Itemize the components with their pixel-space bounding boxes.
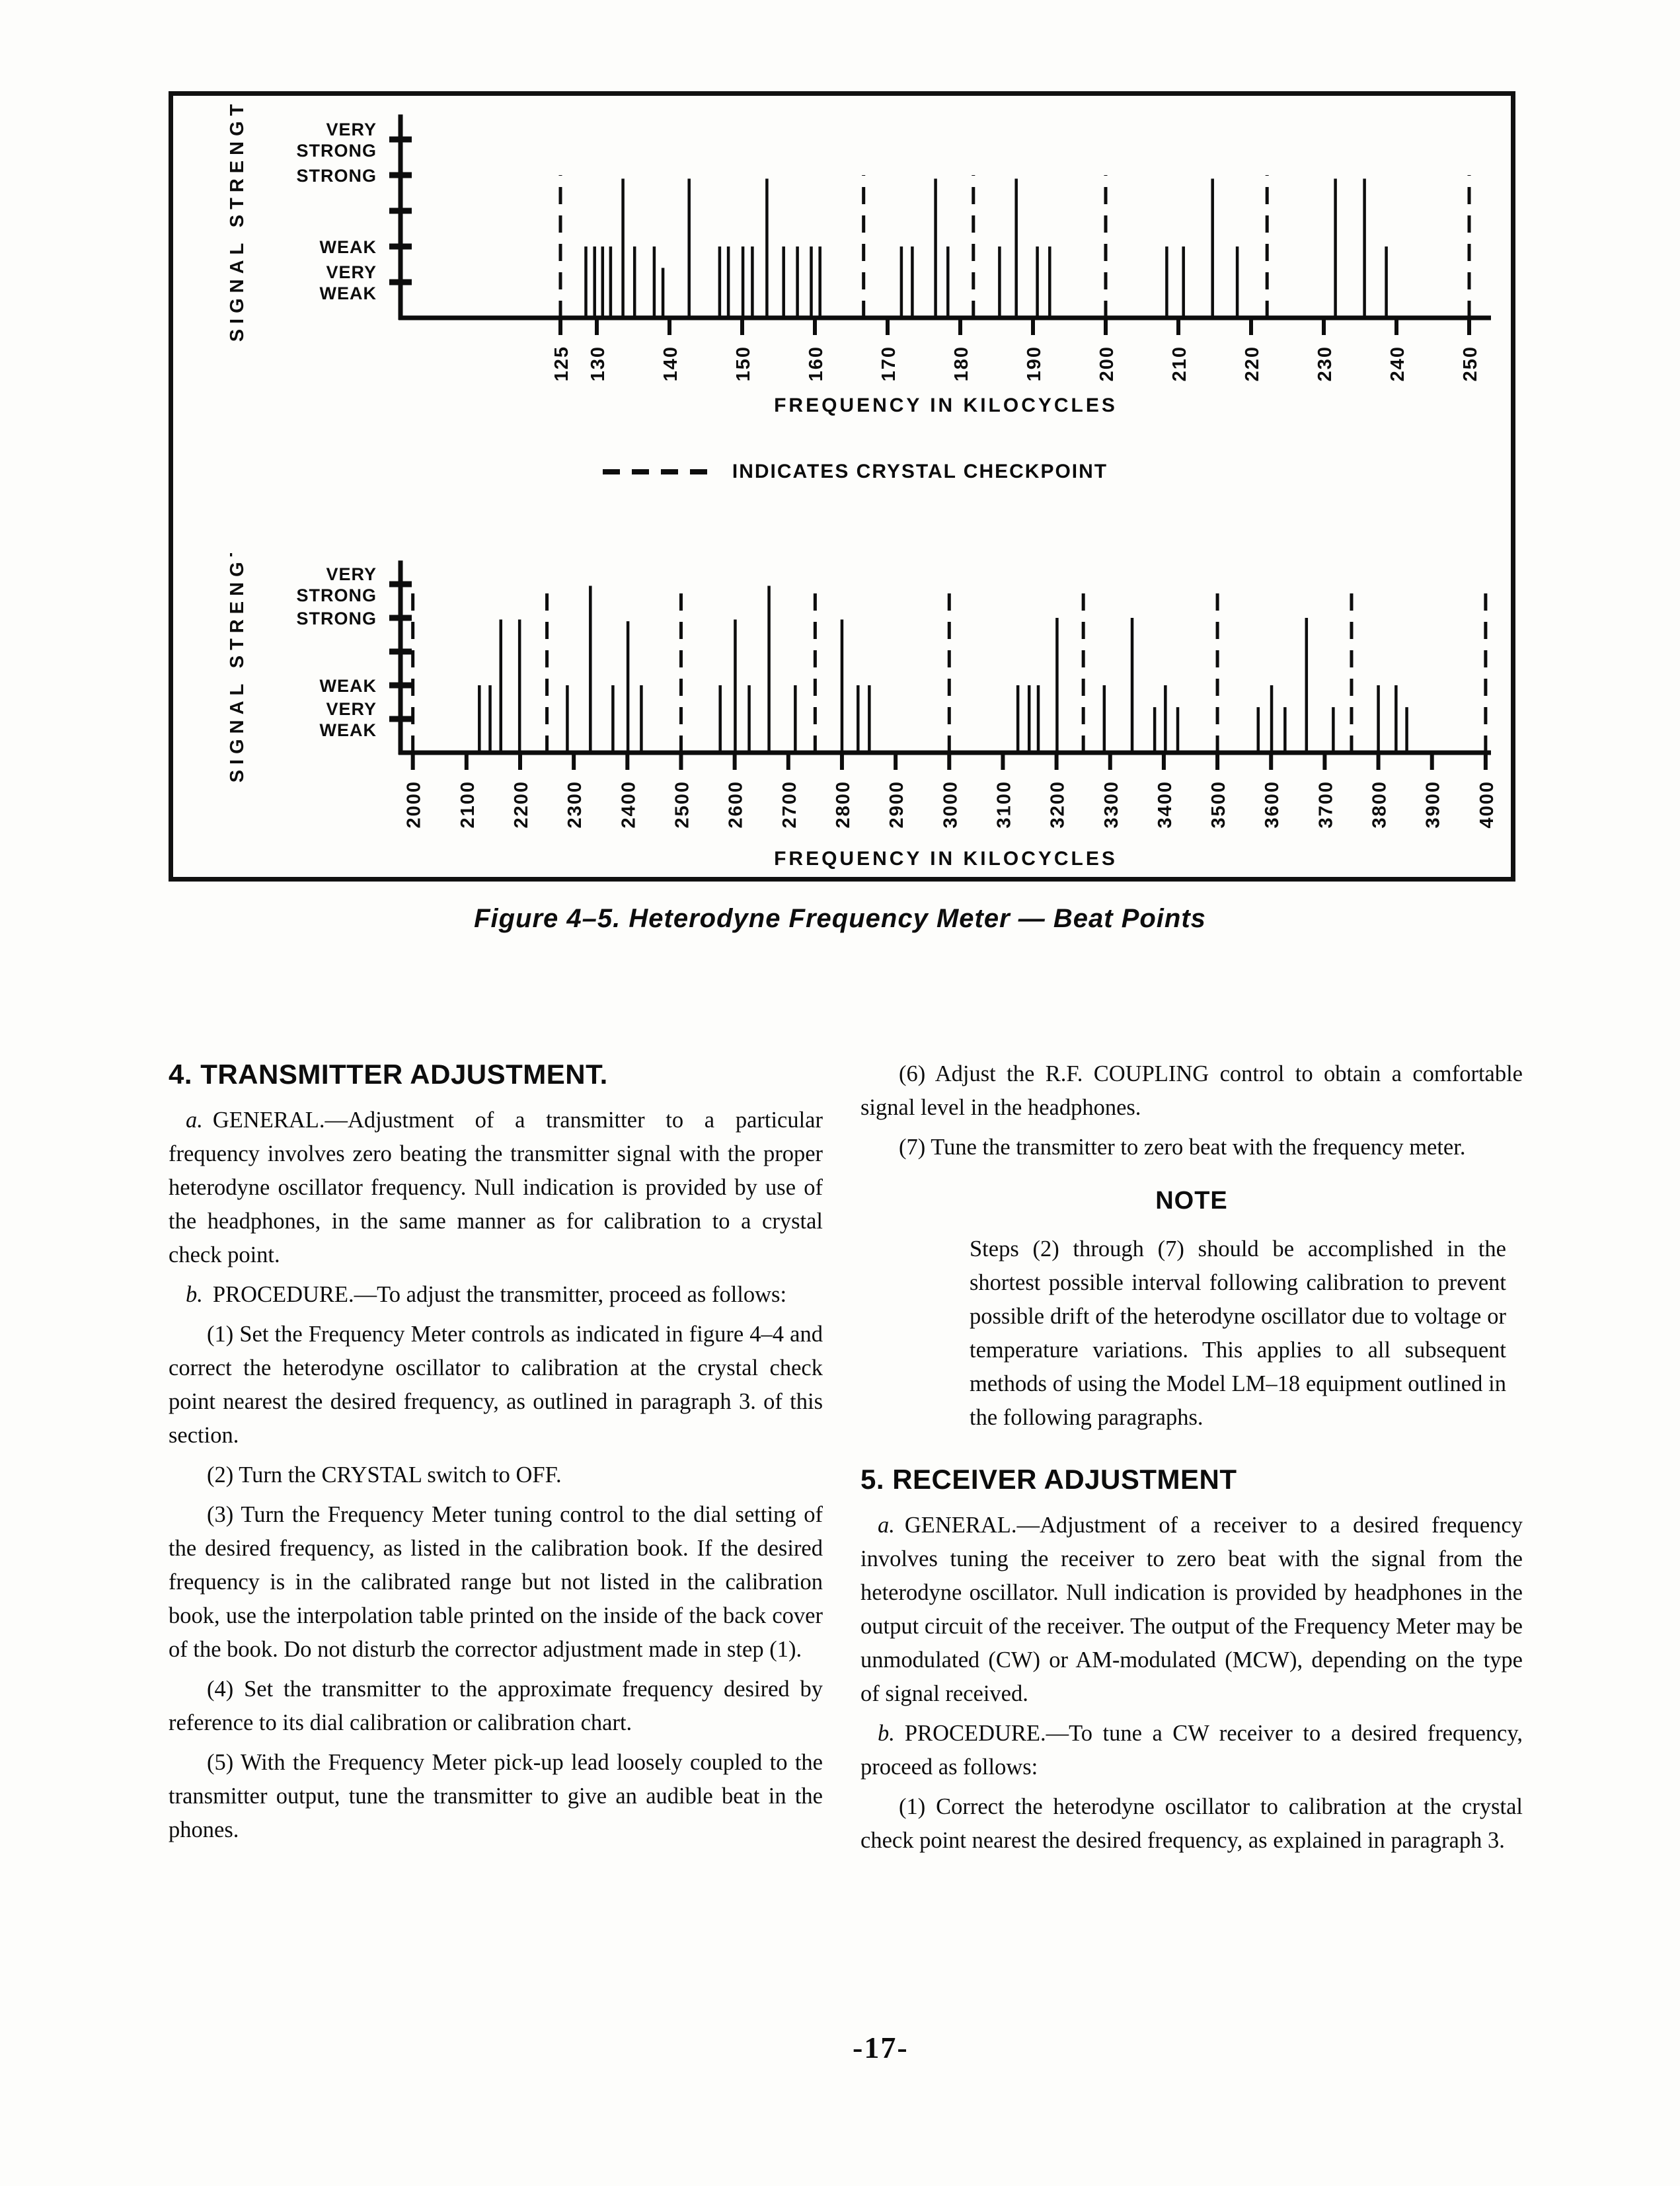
step-1: (1) Set the Frequency Meter controls as indicated in figure 4–4 and correct the heterodyne oscillator to calibration at the crystal check point nearest the desired frequency, as outlined in paragraph 3. of this section. [169,1322,823,1448]
svg-text:2100: 2100 [457,780,478,829]
paragraph-lead: a. [186,1108,203,1133]
svg-text:FREQUENCY IN KILOCYCLES: FREQUENCY IN KILOCYCLES [774,848,1118,870]
step-5: (5) With the Frequency Meter pick-up lead loosely coupled to the transmitter output, tune the transmitter to give an audible beat in the phones. [169,1750,823,1842]
svg-text:3400: 3400 [1154,780,1176,829]
beat-points-chart-125-250kc [176,100,1511,430]
svg-text:2900: 2900 [886,780,908,829]
paragraph-general [860,1509,1523,1711]
svg-text:220: 220 [1242,346,1263,382]
section-heading-receiver-adjustment: 5. RECEIVER ADJUSTMENT [860,1464,1237,1495]
svg-text:VERY: VERY [326,262,377,282]
svg-text:210: 210 [1169,346,1190,382]
page-number: -17- [853,2031,909,2064]
beat-points-chart-2000-4000kc [176,553,1511,877]
svg-text:2600: 2600 [725,780,747,829]
svg-text:2700: 2700 [779,780,800,829]
svg-text:3500: 3500 [1208,780,1230,829]
svg-text:VERY: VERY [326,120,377,139]
step-1-receiver: (1) Correct the heterodyne oscillator to calibration at the crystal check point nearest the desired frequency, as explained in paragraph 3. [860,1794,1523,1853]
svg-text:230: 230 [1315,346,1336,382]
svg-text:3100: 3100 [993,780,1015,829]
svg-text:STRONG: STRONG [296,166,377,186]
svg-text:2400: 2400 [618,780,640,829]
svg-text:130: 130 [588,346,609,382]
svg-text:FREQUENCY IN KILOCYCLES: FREQUENCY IN KILOCYCLES [774,395,1118,416]
svg-text:STRONG: STRONG [296,585,377,605]
svg-text:SIGNAL STRENGTH: SIGNAL STRENGTH [227,100,248,342]
step-2: (2) Turn the CRYSTAL switch to OFF. [207,1462,562,1488]
svg-text:2000: 2000 [403,780,425,829]
svg-text:3200: 3200 [1047,780,1069,829]
svg-text:SIGNAL STRENGTH: SIGNAL STRENGTH [227,553,248,783]
svg-text:3000: 3000 [940,780,962,829]
svg-text:3700: 3700 [1315,780,1337,829]
svg-text:STRONG: STRONG [296,609,377,628]
svg-text:STRONG: STRONG [296,141,377,161]
svg-text:2800: 2800 [832,780,854,829]
section-heading-transmitter-adjustment: 4. TRANSMITTER ADJUSTMENT. [169,1059,608,1090]
paragraph-lead: b. [878,1721,895,1746]
right-column [860,1057,1523,1864]
paragraph-lead: b. [186,1282,203,1307]
svg-text:180: 180 [951,346,972,382]
paragraph-text: GENERAL.—Adjustment of a transmitter to a particular frequency involves zero beating the transmitter signal with the proper heterodyne oscillator frequency. Null indication is provided by use of the headphones, in the same manner as for calibration to a crystal check point. [169,1108,823,1267]
svg-text:250: 250 [1460,346,1481,382]
svg-text:170: 170 [878,346,899,382]
svg-text:VERY: VERY [326,699,377,719]
figure-4-5-box [169,91,1515,882]
svg-text:2500: 2500 [671,780,693,829]
svg-text:WEAK: WEAK [319,283,377,303]
paragraph-procedure [860,1717,1523,1784]
step-7: (7) Tune the transmitter to zero beat with the frequency meter. [899,1135,1466,1160]
step-6: (6) Adjust the R.F. COUPLING control to obtain a comfortable signal level in the headphones. [860,1061,1523,1120]
paragraph-procedure [169,1278,823,1312]
paragraph-text: PROCEDURE.—To adjust the transmitter, proceed as follows: [212,1282,787,1307]
paragraph-text: GENERAL.—Adjustment of a receiver to a desired frequency involves tuning the receiver to zero beat with the signal from the heterodyne oscillator. Null indication is provided by headphones in the output circuit of the receiver. The output of the Frequency Meter may be unmodulated (CW) or AM-modulated (MCW), depending on the type of signal received. [860,1513,1523,1706]
svg-text:3900: 3900 [1422,780,1444,829]
paragraph-lead: a. [878,1513,895,1538]
svg-text:3300: 3300 [1100,780,1122,829]
svg-text:2300: 2300 [564,780,586,829]
svg-text:125: 125 [551,346,572,382]
svg-text:140: 140 [660,346,681,382]
crystal-checkpoint-legend [186,461,1524,483]
svg-text:WEAK: WEAK [319,720,377,740]
stem-chart-svg [176,553,1511,877]
svg-text:3800: 3800 [1369,780,1391,829]
stem-chart-svg [176,100,1511,430]
svg-text:WEAK: WEAK [319,237,377,257]
svg-text:150: 150 [733,346,754,382]
svg-text:WEAK: WEAK [319,676,377,696]
note-heading: NOTE [1155,1187,1228,1215]
left-column [169,1057,823,1853]
step-4: (4) Set the transmitter to the approximate frequency desired by reference to its dial calibration or calibration chart. [169,1677,823,1735]
paragraph-text: PROCEDURE.—To tune a CW receiver to a desired frequency, proceed as follows: [860,1721,1523,1780]
svg-text:160: 160 [806,346,827,382]
svg-text:VERY: VERY [326,564,377,584]
svg-text:4000: 4000 [1476,780,1498,829]
paragraph-general [169,1104,823,1272]
svg-text:190: 190 [1024,346,1045,382]
svg-text:200: 200 [1096,346,1118,382]
svg-text:2200: 2200 [510,780,532,829]
svg-text:240: 240 [1387,346,1408,382]
svg-text:3600: 3600 [1262,780,1283,829]
step-3: (3) Turn the Frequency Meter tuning control to the dial setting of the desired frequency, as listed in the calibration book. If the desired frequency is in the calibrated range but not listed in the calibration book, use the interpolation table printed on the inside of the back cover of the book. Do not disturb the corrector adjustment made in step (1). [169,1502,823,1662]
legend-label: INDICATES CRYSTAL CHECKPOINT [732,461,1108,482]
dashed-line-sample [603,469,714,475]
note-paragraph: Steps (2) through (7) should be accomplished in the shortest possible interval following calibration to prevent possible drift of the heterodyne oscillator due to voltage or temperature variations. This applies to all subsequent methods of using the Model LM–18 equipment outlined in the following paragraphs. [970,1236,1506,1430]
figure-caption: Figure 4–5. Heterodyne Frequency Meter — Beat Points [474,904,1206,933]
